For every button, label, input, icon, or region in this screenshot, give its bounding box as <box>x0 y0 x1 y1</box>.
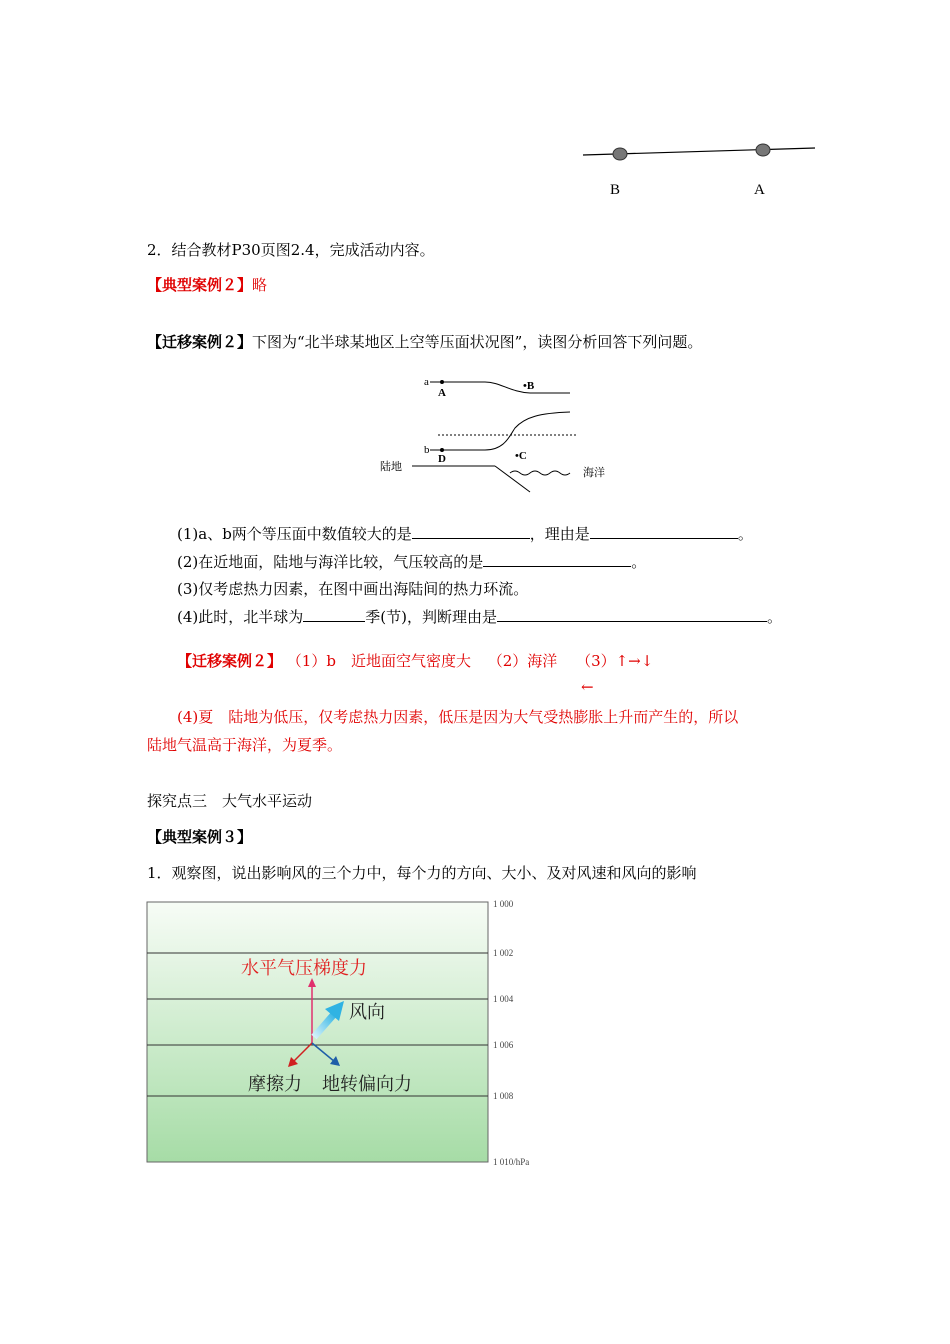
question-2-part-a: (2)在近地面，陆地与海洋比较，气压较高的是 <box>177 553 484 571</box>
question-1-part-c: 。 <box>737 525 753 543</box>
point-b-label: B <box>610 182 621 198</box>
isobar-label-1010: 1 010/hPa <box>493 1157 530 1167</box>
answer-3: （3）↑→↓ <box>576 652 654 670</box>
answer-1: （1）b 近地面空气密度大 <box>286 652 471 670</box>
transfer-case-2-heading <box>147 331 702 352</box>
surface-a-label: a <box>424 376 429 388</box>
coriolis-force-label: 地转偏向力 <box>322 1074 412 1094</box>
question-4-blank-2[interactable] <box>497 607 767 622</box>
wind-direction-label: 风向 <box>349 1002 385 1022</box>
typical-case-2 <box>147 274 267 295</box>
isobar-label-1006: 1 006 <box>493 1040 514 1050</box>
question-2-blank[interactable] <box>483 552 631 567</box>
isobar-diagram <box>370 370 620 510</box>
isobar-label-1002: 1 002 <box>493 948 514 958</box>
answer-2: （2）海洋 <box>487 652 558 670</box>
transfer-case-2-text: 下图为“北半球某地区上空等压面状况图”，读图分析回答下列问题。 <box>252 333 703 351</box>
section-3-title: 探究点三 大气水平运动 <box>147 792 313 810</box>
item-3-1-text: 1．观察图，说出影响风的三个力中，每个力的方向、大小、及对风速和风向的影响 <box>147 864 697 882</box>
land-label: 陆地 <box>380 461 402 473</box>
answer-bracket: 【迁移案例２】 <box>177 652 283 670</box>
top-two-point-figure <box>580 140 820 170</box>
answer-4-line-1: (4)夏 陆地为低压，仅考虑热力因素，低压是因为大气受热膨胀上升而产生的，所以 <box>177 708 739 726</box>
question-4-blank-1[interactable] <box>303 607 365 622</box>
isobar-label-1000: 1 000 <box>493 899 514 909</box>
question-4-part-a: (4)此时，北半球为 <box>177 608 304 626</box>
sea-label: 海洋 <box>583 467 605 479</box>
question-1 <box>177 523 753 544</box>
answer-3-return-arrow: ← <box>581 678 594 696</box>
point-B-label: •B <box>523 380 535 392</box>
typical-case-2-bracket: 【典型案例２】 <box>147 276 253 294</box>
question-1-part-b: ，理由是 <box>529 525 590 543</box>
friction-label: 摩擦力 <box>248 1074 302 1094</box>
point-A-label: A <box>438 387 446 399</box>
question-2-part-b: 。 <box>631 553 647 571</box>
question-1-part-a: (1)a、b两个等压面中数值较大的是 <box>177 525 412 543</box>
answer-4-line-2: 陆地气温高于海洋，为夏季。 <box>147 736 343 754</box>
pressure-gradient-force-label: 水平气压梯度力 <box>241 958 367 978</box>
question-4-part-b: 季(节)，判断理由是 <box>365 608 497 626</box>
question-3: (3)仅考虑热力因素，在图中画出海陆间的热力环流。 <box>177 580 529 598</box>
question-1-blank-1[interactable] <box>412 524 530 539</box>
isobar-label-1004: 1 004 <box>493 994 514 1004</box>
question-2 <box>177 551 646 572</box>
question-4-part-c: 。 <box>766 608 782 626</box>
question-4 <box>177 606 782 627</box>
answer-line-1 <box>177 650 653 671</box>
question-1-blank-2[interactable] <box>590 524 738 539</box>
surface-b-label: b <box>424 444 430 456</box>
isobar-label-1008: 1 008 <box>493 1091 514 1101</box>
transfer-case-2-bracket: 【迁移案例２】 <box>147 333 253 351</box>
typical-case-3-heading: 【典型案例３】 <box>147 828 253 846</box>
wind-forces-figure <box>140 895 560 1175</box>
typical-case-2-text: 略 <box>252 276 268 294</box>
point-a-label: A <box>754 182 765 198</box>
point-D-label: D <box>438 453 446 465</box>
item-2-text: 2．结合教材P30页图2.4，完成活动内容。 <box>147 241 435 259</box>
point-C-label: •C <box>515 450 527 462</box>
